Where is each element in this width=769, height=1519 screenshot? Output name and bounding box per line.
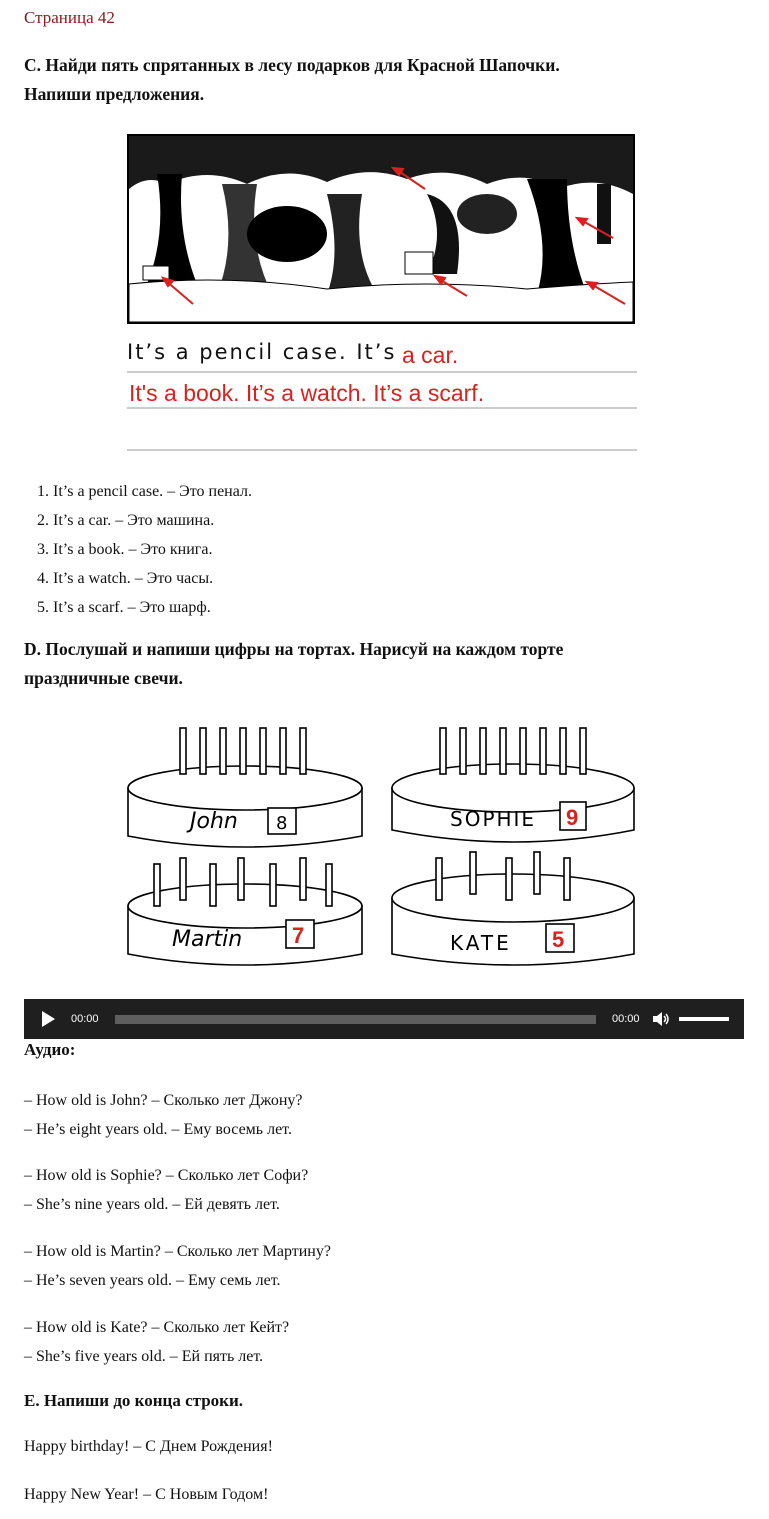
- dialog-sophie: [24, 1161, 308, 1219]
- dialog-martin: [24, 1237, 331, 1295]
- answer-line1: a car.: [402, 342, 459, 368]
- dialog-john: [24, 1086, 303, 1144]
- cake-label-kate: KATE: [450, 931, 512, 955]
- section-c-heading-line2: Напиши предложения.: [24, 84, 205, 104]
- answer-line2: It's a book. It’s a watch. It’s a scarf.: [129, 380, 485, 406]
- section-e-line2: Happy New Year! – С Новым Годом!: [24, 1486, 269, 1503]
- cake-label-sophie: SOPHIE: [450, 807, 537, 831]
- list-item: 5. It’s a scarf. – Это шарф.: [53, 593, 252, 622]
- play-icon[interactable]: [42, 1011, 55, 1027]
- cake-label-martin: Martin: [172, 927, 243, 952]
- dialog-line: – How old is Martin? – Сколько лет Мартину?: [24, 1243, 331, 1260]
- list-item: 2. It’s a car. – Это машина.: [53, 506, 252, 535]
- volume-slider[interactable]: [679, 1017, 729, 1021]
- dialog-line: – How old is John? – Сколько лет Джону?: [24, 1092, 303, 1109]
- cake-john: [128, 728, 362, 847]
- cake-number-sophie: 9: [566, 805, 579, 830]
- writing-lines: [127, 334, 637, 454]
- list-item: 3. It’s a book. – Это книга.: [53, 535, 252, 564]
- audio-player: [24, 999, 744, 1039]
- dialog-line: – She’s nine years old. – Ей девять лет.: [24, 1196, 280, 1213]
- dialog-line: – How old is Kate? – Сколько лет Кейт?: [24, 1319, 290, 1336]
- cake-number-martin: 7: [292, 923, 305, 948]
- section-e-line1: Happy birthday! – С Днем Рождения!: [24, 1438, 273, 1455]
- section-d-heading-line2: праздничные свечи.: [24, 668, 183, 688]
- dialog-line: – He’s seven years old. – Ему семь лет.: [24, 1272, 281, 1289]
- section-e-heading: E. Напиши до конца строки.: [24, 1391, 243, 1410]
- cake-label-john: John: [190, 809, 238, 834]
- dialog-line: – He’s eight years old. – Ему восемь лет.: [24, 1121, 292, 1138]
- list-item: 4. It’s a watch. – Это часы.: [53, 564, 252, 593]
- current-time: 00:00: [71, 1013, 99, 1025]
- list-item: 1. It’s a pencil case. – Это пенал.: [53, 477, 252, 506]
- cake-number-john: 8: [276, 813, 288, 834]
- section-d-heading-line1: D. Послушай и напиши цифры на тортах. Нарисуй на каждом торте: [24, 639, 564, 659]
- section-c-heading: [24, 51, 744, 109]
- dialog-kate: [24, 1313, 289, 1371]
- handwritten-sentence: It’s a pencil case. It’s: [127, 340, 397, 364]
- volume-icon[interactable]: [651, 1009, 671, 1029]
- dialog-line: – How old is Sophie? – Сколько лет Софи?: [24, 1167, 309, 1184]
- dialog-line: – She’s five years old. – Ей пять лет.: [24, 1348, 264, 1365]
- answers-list: [0, 477, 252, 622]
- cakes-illustration: [114, 718, 660, 978]
- duration: 00:00: [612, 1013, 640, 1025]
- cake-number-kate: 5: [552, 927, 565, 952]
- audio-label: Аудио:: [24, 1040, 76, 1059]
- cake-martin: [128, 858, 362, 965]
- section-d-heading: [24, 635, 744, 693]
- cake-kate: [392, 852, 634, 965]
- seek-bar[interactable]: [115, 1015, 596, 1024]
- page-number-label: Страница 42: [24, 8, 115, 27]
- forest-illustration: [127, 134, 635, 324]
- section-c-heading-line1: C. Найди пять спрятанных в лесу подарков для Красной Шапочки.: [24, 55, 560, 75]
